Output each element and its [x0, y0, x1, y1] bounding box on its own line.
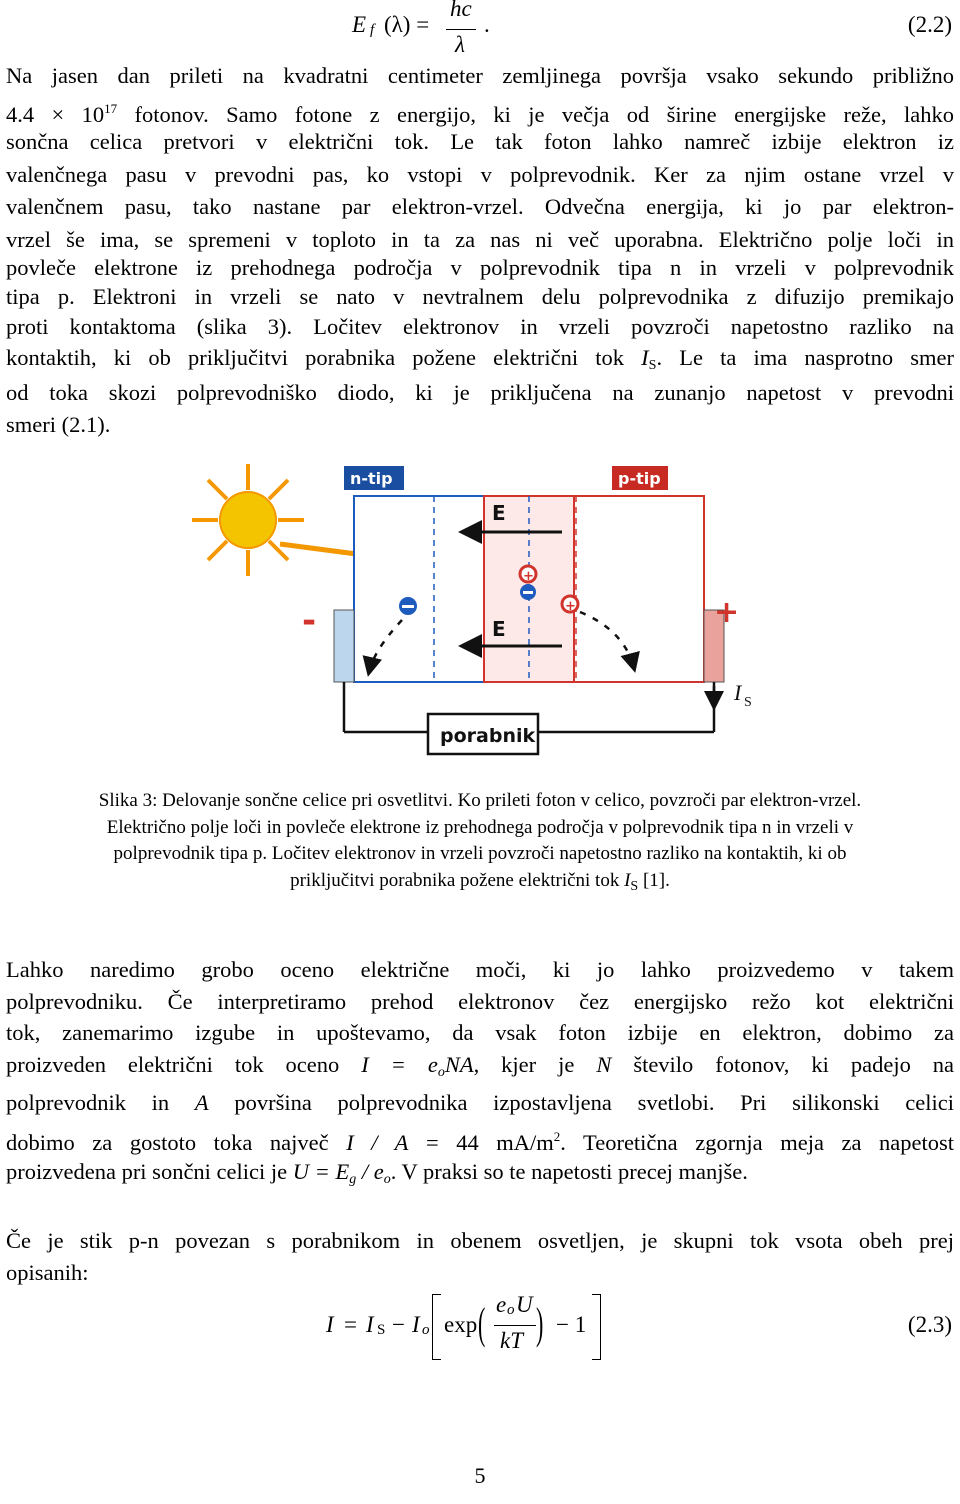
eq22-numerator: hc	[450, 0, 472, 21]
eq23-equals: =	[344, 1312, 357, 1337]
voltage-limit-eq: $U = E_g / e_o$	[292, 1159, 391, 1187]
eq22-dot: .	[484, 12, 490, 37]
eq22-sub-f: f	[370, 22, 375, 38]
para1-line-8: tipa p. Elektroni in vrzeli se nato v nevtralnem delu polprevodnika z difuzijo premikajo	[6, 284, 954, 309]
eq23-num-sub: o	[507, 1302, 515, 1318]
eq23-lhs: I	[326, 1312, 334, 1337]
eq23-io-sub: o	[422, 1322, 430, 1338]
eq23-fraction-bar	[494, 1325, 536, 1326]
eq23-num-e: e	[496, 1292, 507, 1317]
caption-line-2: Električno polje loči in povleče elektrone iz prehodnega področja v polprevodnik tipa n in vrzeli v	[106, 817, 854, 838]
current-label-sub: S	[744, 695, 752, 710]
para2-line-5: polprevodnik in A površina polprevodnika izpostavljena svetlobi. Pri silikonski celici	[6, 1090, 955, 1115]
electron-hole-pair	[520, 566, 536, 600]
para1-line-3: sončna celica pretvori v električni tok. Le tak foton lahko namreč izbije elektron iz	[6, 129, 954, 154]
current-estimate-eq: $I = e_oNA$	[361, 1052, 474, 1080]
para1-line-5: valenčnem pasu, tako nastane par elektron-vrzel. Odvečna energija, ki jo par elektron-	[6, 194, 954, 219]
svg-text:E: E	[492, 501, 506, 525]
svg-text:E: E	[492, 617, 506, 641]
eq22-denominator: λ	[455, 32, 465, 57]
para1-line-1: Na jasen dan prileti na kvadratni centimeter zemljinega površja vsako sekundo približno	[6, 63, 954, 88]
para1-line-6: vrzel še ima, se spremeni v toploto in ta za nas ni več uporabna. Električno polje loči in	[6, 227, 954, 252]
eq22-arg: (λ) =	[384, 12, 430, 37]
solar-cell-diagram	[184, 460, 776, 772]
para1-line-4: valenčnega pasu v prevodni pas, ko vstopi v polprevodnik. Ker za njim ostane vrzel v	[6, 162, 954, 187]
plus-terminal: +	[714, 595, 740, 630]
n-type-label: n-tip	[350, 469, 393, 488]
para1-line-10: kontaktih, ki ob priključitvi porabnika požene električni tok $I_S$. Le ta ima nasprotno smer	[6, 345, 955, 373]
eq23-num-u: U	[516, 1292, 533, 1317]
para1-line-2: $4.4 \times 10^{17}$ fotonov. Samo fotone z energijo, ki je večja od širine energijske reže, lahko	[6, 101, 954, 127]
eq23-den: kT	[500, 1328, 523, 1353]
para3-line-2: opisanih:	[6, 1260, 89, 1285]
p-type-label: p-tip	[618, 469, 661, 488]
para1-line-12: smeri (2.1).	[6, 412, 111, 437]
caption-line-4: priključitvi porabnika požene električni tok $I_S$ [1].	[290, 870, 670, 894]
para2-line-3: tok, zanemarimo izgube in upoštevamo, da vsak foton izbije en elektron, dobimo za	[6, 1020, 954, 1045]
para1-line-9: proti kontaktoma (slika 3). Ločitev elektronov in vrzeli povzroči napetostno razliko na	[6, 314, 954, 339]
left-contact	[334, 610, 354, 682]
para2-line-2: polprevodniku. Če interpretiramo prehod elektronov čez energijsko režo kot električni	[6, 989, 954, 1014]
p-region	[574, 496, 704, 682]
eq23-io: I	[412, 1312, 420, 1337]
para3-line-1: Če je stik p-n povezan s porabnikom in obenem osvetljen, je skupni tok vsota obeh prej	[6, 1228, 954, 1253]
svg-text:+: +	[565, 599, 576, 614]
eq23-minus1: − 1	[556, 1312, 587, 1337]
load-label: porabnik	[440, 725, 536, 747]
eq23-paren-right: )	[536, 1299, 544, 1348]
para1-line-7: povleče elektrone iz prehodnega področja v polprevodnik tipa n in vrzeli v polprevodnik	[6, 255, 954, 280]
n-region	[354, 496, 484, 682]
eq23-minus: −	[392, 1312, 405, 1337]
para2-line-6: dobimo za gostoto toka največ I / A = 44 $mA/m^2$. Teoretična zgornja meja za napetost	[6, 1129, 955, 1155]
para2-line-1: Lahko naredimo grobo oceno električne moči, ki jo lahko proizvedemo v takem	[6, 957, 954, 982]
caption-line-1: Slika 3: Delovanje sončne celice pri osvetlitvi. Ko prileti foton v celico, povzroči par elektron-vrzel.	[98, 790, 862, 811]
sun-icon	[192, 464, 304, 576]
eq23-label: (2.3)	[907, 1312, 952, 1337]
eq22-label: (2.2)	[907, 12, 952, 37]
eq22-fraction-bar	[446, 29, 476, 30]
caption-line-3: polprevodnik tipa p. Ločitev elektronov in vrzeli povzroči napetostno razliko na kontaktih, ki ob	[113, 843, 847, 864]
eq23-exp: exp	[444, 1312, 478, 1337]
para1-line-11: od toka skozi polprevodniško diodo, ki je priključena na zunanjo napetost v prevodni	[6, 380, 954, 405]
eq22-lhs: E	[352, 12, 367, 37]
svg-text:+: +	[523, 569, 534, 584]
hole	[562, 596, 578, 614]
solar-cell-figure	[184, 460, 776, 772]
para2-line-4: proizveden električni tok oceno $I = e_oNA$, kjer je N število fotonov, ki padejo na	[6, 1052, 955, 1080]
minus-terminal: -	[302, 601, 317, 641]
electron	[399, 597, 417, 615]
photon-count: $4.4 \times 10^{17}$	[6, 101, 118, 127]
eq23-paren-left: (	[478, 1299, 486, 1348]
current-label: I	[734, 680, 742, 705]
eq23-bracket-right	[592, 1294, 601, 1360]
eq23-is-sub: S	[377, 1322, 386, 1338]
eq23-is: I	[366, 1312, 374, 1337]
eq23-bracket-left	[432, 1294, 441, 1360]
page-number: 5	[474, 1463, 486, 1488]
para2-line-7: proizvedena pri sončni celici je $U = E_g / e_o$. V praksi so te napetosti precej manjše.	[6, 1159, 748, 1187]
